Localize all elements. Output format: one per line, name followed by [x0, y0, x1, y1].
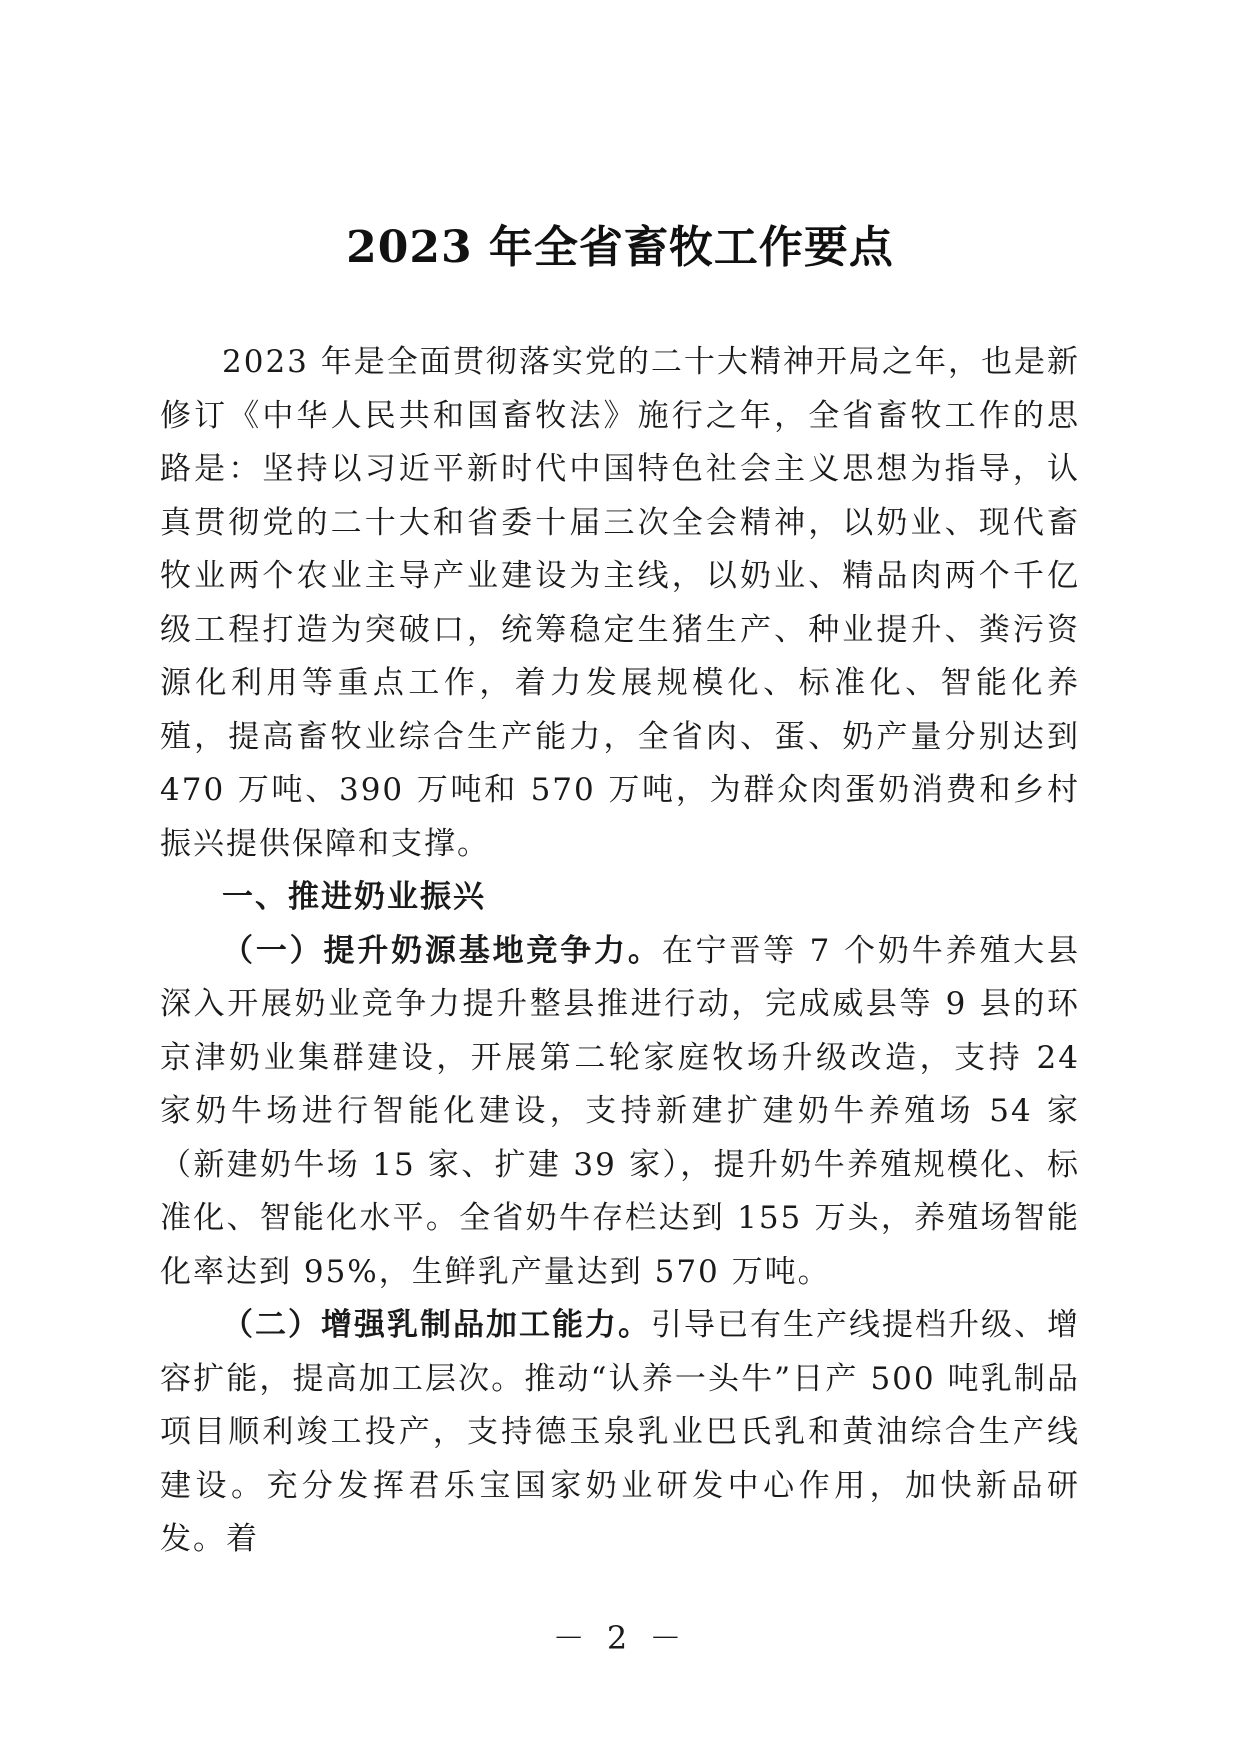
section-heading: 一、推进奶业振兴	[222, 879, 486, 915]
document-title: 2023 年全省畜牧工作要点	[346, 222, 894, 273]
item-1-paragraph	[160, 925, 1080, 1300]
intro-paragraph: 2023 年是全面贯彻落实党的二十大精神开局之年，也是新修订《中华人民共和国畜牧法》施行之年，全省畜牧工作的思路是：坚持以习近平新时代中国特色社会主义思想为指导，认真贯彻党的二十大和省委十届三次全会精神，以奶业、现代畜牧业两个农业主导产业建设为主线，以奶业、精品肉两个千亿级工程打造为突破口，统筹稳定生猪生产、种业提升、粪污资源化利用等重点工作，着力发展规模化、标准化、智能化养殖，提高畜牧业综合生产能力，全省肉、蛋、奶产量分别达到 470 万吨、390 万吨和 570 万吨，为群众肉蛋奶消费和乡村振兴提供保障和支撑。	[160, 344, 1080, 862]
document-body	[160, 336, 1080, 1567]
item-2-paragraph	[160, 1299, 1080, 1567]
item-2-text: 引导已有生产线提档升级、增容扩能，提高加工层次。推动“认养一头牛”日产 500 吨乳制品项目顺利竣工投产，支持德玉泉乳业巴氏乳和黄油综合生产线建设。充分发挥君乐宝国家奶业研发中心作用，加快新品研发。着	[160, 1307, 1080, 1557]
item-2-title: （二）增强乳制品加工能力。	[222, 1307, 651, 1343]
item-1-title: （一）提升奶源基地竞争力。	[222, 932, 662, 969]
page-number: － 2 －	[552, 1619, 688, 1657]
item-1-text: 在宁晋等 7 个奶牛养殖大县深入开展奶业竞争力提升整县推进行动，完成威县等 9 县的环京津奶业集群建设，开展第二轮家庭牧场升级改造，支持 24 家奶牛场进行智能化建设，支持新建扩建奶牛养殖场 54 家（新建奶牛场 15 家、扩建 39 家），提升奶牛养殖规模化、标准化、智能化水平。全省奶牛存栏达到 155 万头，养殖场智能化率达到 95%，生鲜乳产量达到 570 万吨。	[160, 932, 1081, 1290]
